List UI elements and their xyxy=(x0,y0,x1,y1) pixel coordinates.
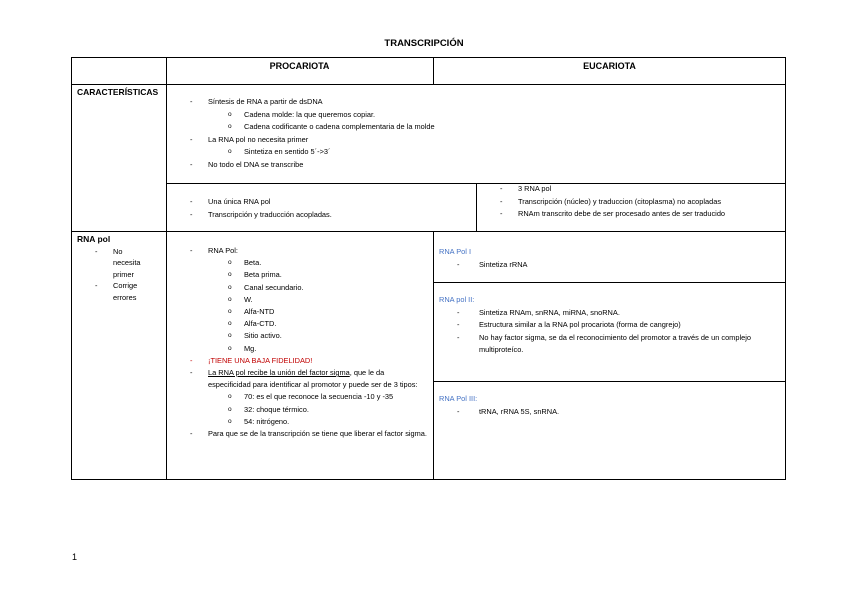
list-item: o Cadena codificante o cadena complementaria de la molde xyxy=(166,121,786,134)
list-item: o 54: nitrógeno. xyxy=(166,416,433,428)
list-item: - La RNA pol recibe la unión del factor sigma, que le da especificidad para identificar al promotor y puede ser de 3 tipos: xyxy=(166,367,433,391)
prok-rna-pol xyxy=(166,245,433,440)
euk-rna-pol-2 xyxy=(433,294,786,357)
page-number: 1 xyxy=(72,552,78,562)
list-item: o Cadena molde: la que queremos copiar. xyxy=(166,109,786,122)
list-item: - Estructura similar a la RNA pol procariota (forma de cangrejo) xyxy=(433,319,786,332)
pol1-title: RNA Pol I xyxy=(439,247,472,256)
list-item: o Sintetiza en sentido 5´->3´ xyxy=(166,146,786,159)
row-label-title: RNA pol xyxy=(77,234,111,244)
euk-rna-pol-3 xyxy=(433,393,786,418)
list-item: o Alfa-CTD. xyxy=(166,318,433,330)
list-item: - Una única RNA pol xyxy=(166,196,476,209)
list-item: o Beta. xyxy=(166,257,433,269)
low-fidelity-note: - ¡TIENE UNA BAJA FIDELIDAD! xyxy=(166,355,433,367)
list-item: - No todo el DNA se transcribe xyxy=(166,159,786,172)
list-item: - Transcripción y traducción acopladas. xyxy=(166,209,476,222)
prok-characteristics xyxy=(166,196,476,221)
shared-characteristics xyxy=(166,96,786,171)
list-item: - RNA Pol: xyxy=(166,245,433,257)
list-item: - tRNA, rRNA 5S, snRNA. xyxy=(433,406,786,419)
header-procariota: PROCARIOTA xyxy=(269,61,330,71)
list-item: - Corrige errores xyxy=(95,281,138,302)
list-item: - No hay factor sigma, se da el reconocimiento del promotor a través de un complejo multiproteíco. xyxy=(433,332,786,357)
list-item: - Síntesis de RNA a partir de dsDNA xyxy=(166,96,786,109)
list-item: - Sintetiza RNAm, snRNA, miRNA, snoRNA. xyxy=(433,307,786,320)
list-item: o Sitio activo. xyxy=(166,330,433,342)
list-item: o Beta prima. xyxy=(166,269,433,281)
document-title: TRANSCRIPCIÓN xyxy=(384,38,464,49)
pol3-title: RNA Pol III: xyxy=(439,394,478,403)
list-item: - Sintetiza rRNA xyxy=(433,259,786,272)
list-item: o 32: choque térmico. xyxy=(166,404,433,416)
row-label-caracteristicas: CARACTERÍSTICAS xyxy=(77,87,159,97)
list-item: - Para que se de la transcripción se tiene que liberar el factor sigma. xyxy=(166,428,433,440)
list-item: o Alfa-NTD xyxy=(166,306,433,318)
list-item: - La RNA pol no necesita primer xyxy=(166,134,786,147)
list-item: - 3 RNA pol xyxy=(476,183,786,196)
pol2-title: RNA pol II: xyxy=(439,295,475,304)
list-item: - Transcripción (núcleo) y traduccion (citoplasma) no acopladas xyxy=(476,196,786,209)
row-label-rna-pol xyxy=(77,233,165,303)
list-item: - RNAm transcrito debe de ser procesado antes de ser traducido xyxy=(476,208,786,221)
list-item: o W. xyxy=(166,294,433,306)
euk-rna-pol-1 xyxy=(433,246,786,271)
header-eucariota: EUCARIOTA xyxy=(583,61,636,71)
list-item: o Mg. xyxy=(166,343,433,355)
list-item: o Canal secundario. xyxy=(166,282,433,294)
euk-characteristics xyxy=(476,183,786,221)
list-item: o 70: es el que reconoce la secuencia -10 y -35 xyxy=(166,391,433,403)
list-item: - No necesita primer xyxy=(95,246,141,279)
